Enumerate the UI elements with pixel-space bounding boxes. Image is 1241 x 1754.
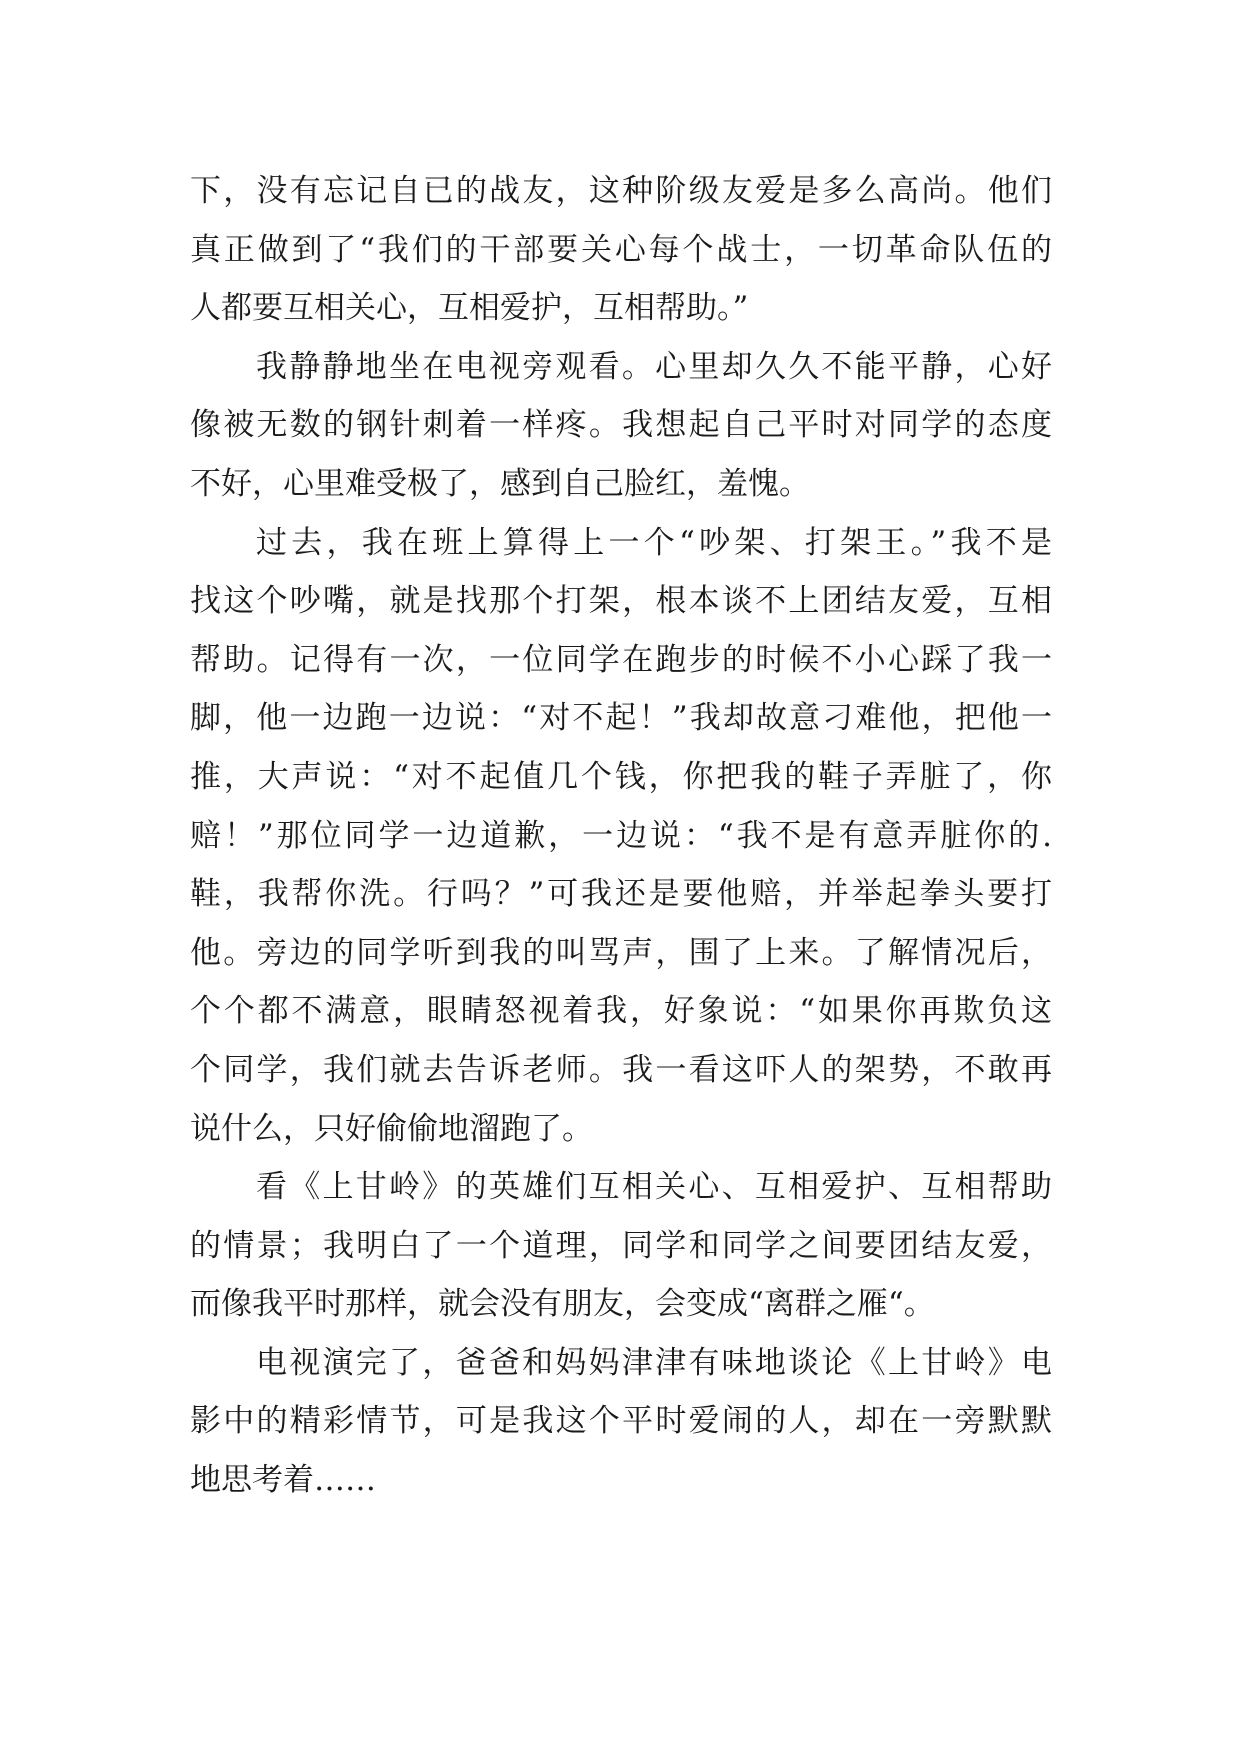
text-line: 人都要互相关心，互相爱护，互相帮助。”	[190, 290, 749, 327]
text-line: 电视演完了，爸爸和妈妈津津有味地谈论《上甘岭》电	[256, 1344, 1052, 1381]
text-line: 影中的精彩情节，可是我这个平时爱闹的人，却在一旁默默	[190, 1403, 1052, 1440]
text-line: 脚，他一边跑一边说：“对不起！”我却故意刁难他，把他一	[190, 700, 1052, 737]
text-line: 鞋，我帮你洗。行吗？”可我还是要他赔，并举起拳头要打	[190, 876, 1052, 913]
body-text	[190, 162, 1052, 1510]
text-line: 像被无数的钢针刺着一样疼。我想起自己平时对同学的态度	[190, 407, 1052, 444]
text-line: 地思考着……	[190, 1462, 376, 1499]
text-line: 推，大声说：“对不起值几个钱，你把我的鞋子弄脏了，你	[190, 758, 1052, 795]
text-line: 找这个吵嘴，就是找那个打架，根本谈不上团结友爱，互相	[190, 583, 1052, 620]
text-line: 过去，我在班上算得上一个“吵架、打架王。”我不是	[256, 524, 1052, 561]
paragraph-4	[190, 1158, 1052, 1334]
text-line: 他。旁边的同学听到我的叫骂声，围了上来。了解情况后，	[190, 934, 1052, 971]
text-line: 个个都不满意，眼睛怒视着我，好象说：“如果你再欺负这	[190, 993, 1052, 1030]
text-line: 帮助。记得有一次，一位同学在跑步的时候不小心踩了我一	[190, 641, 1052, 678]
text-line: 而像我平时那样，就会没有朋友，会变成“离群之雁“。	[190, 1286, 935, 1323]
paragraph-2	[190, 338, 1052, 514]
text-line: 看《上甘岭》的英雄们互相关心、互相爱护、互相帮助	[256, 1169, 1052, 1206]
text-line: 赔！”那位同学一边道歉，一边说：“我不是有意弄脏你的.	[190, 817, 1052, 854]
paragraph-1	[190, 162, 1052, 338]
paragraph-3	[190, 514, 1052, 1159]
text-line: 个同学，我们就去告诉老师。我一看这吓人的架势，不敢再	[190, 1051, 1052, 1088]
text-line: 不好，心里难受极了，感到自己脸红，羞愧。	[190, 465, 810, 502]
text-line: 说什么，只好偷偷地溜跑了。	[190, 1110, 593, 1147]
text-line: 下，没有忘记自已的战友，这种阶级友爱是多么高尚。他们	[190, 173, 1052, 209]
text-line: 真正做到了“我们的干部要关心每个战士，一切革命队伍的	[190, 231, 1052, 268]
paragraph-5	[190, 1334, 1052, 1510]
text-line: 我静静地坐在电视旁观看。心里却久久不能平静，心好	[256, 348, 1052, 385]
text-line: 的情景；我明白了一个道理，同学和同学之间要团结友爱，	[190, 1227, 1052, 1264]
